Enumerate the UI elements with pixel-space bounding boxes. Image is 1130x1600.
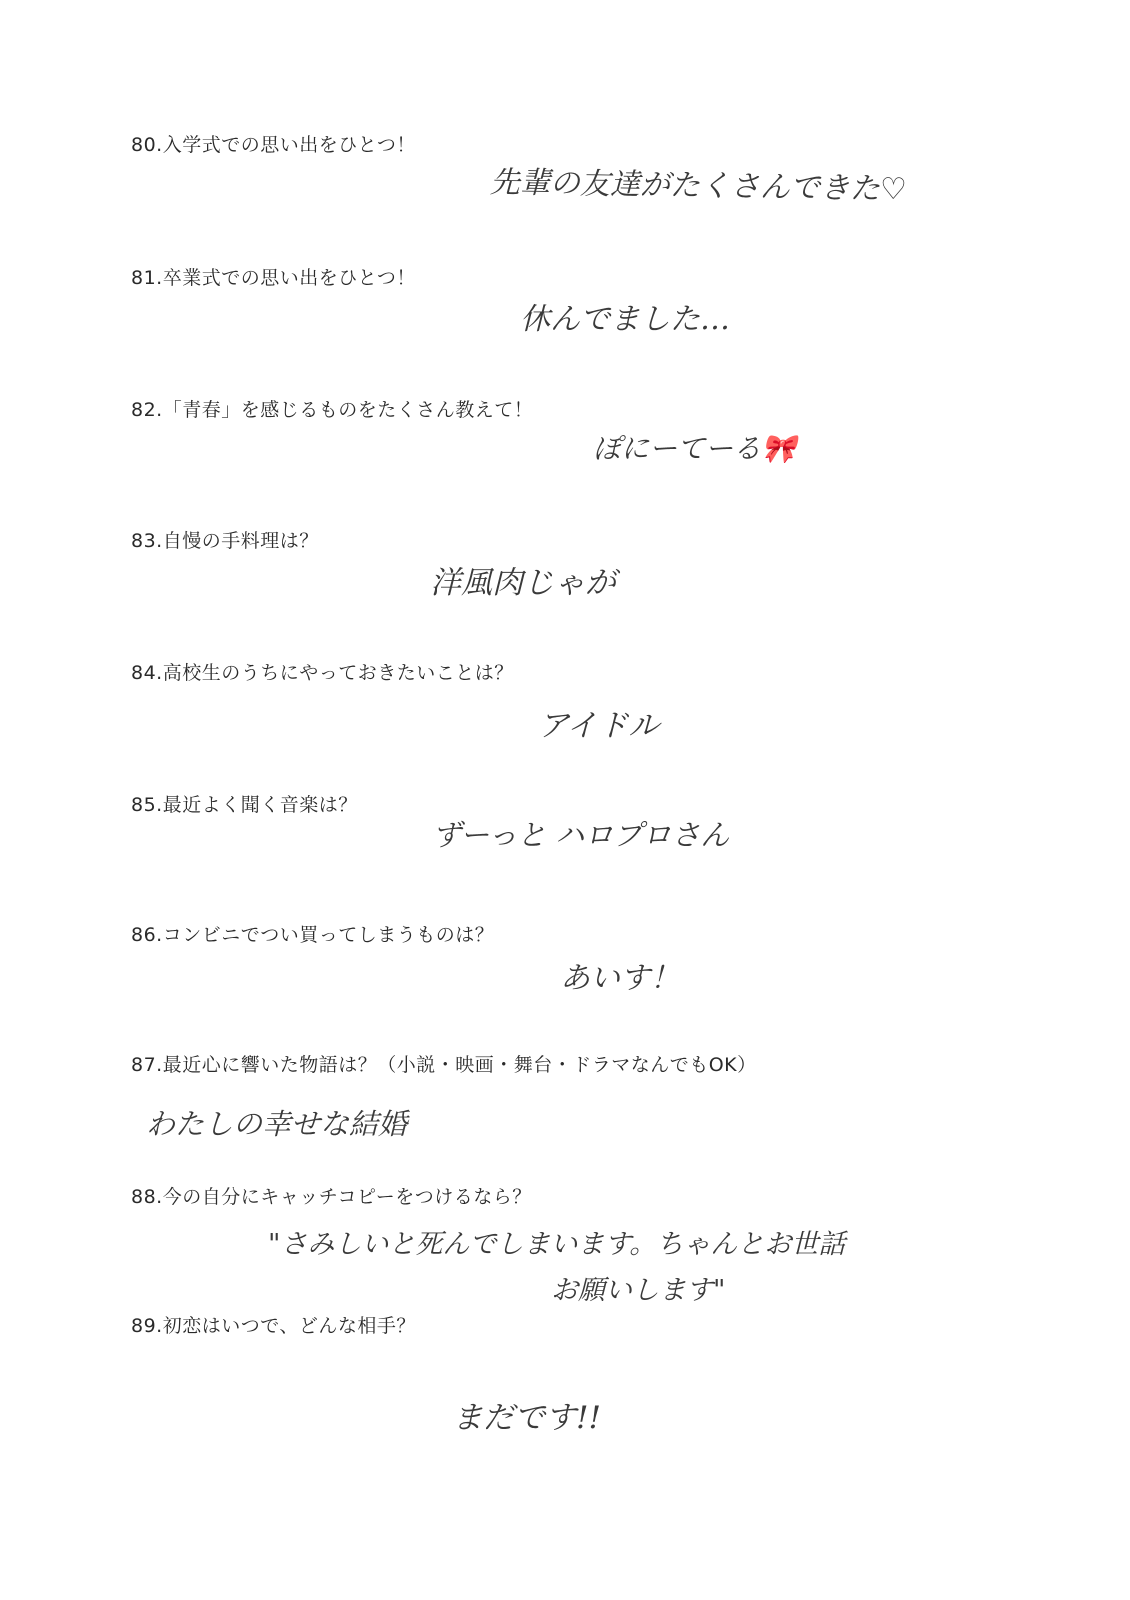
answer-85-line-1: ずーっと ハロプロさん [432, 818, 730, 852]
answer-87 [146, 1102, 407, 1143]
answer-87-line-1: わたしの幸せな結婚 [146, 1107, 408, 1141]
question-84: 84.高校生のうちにやっておきたいことは？ [131, 662, 514, 684]
answer-84-line-1: アイドル [538, 708, 660, 744]
answer-81-line-1: 休んでました… [520, 302, 730, 337]
question-89: 89.初恋はいつで、どんな相手？ [131, 1315, 416, 1337]
answer-85 [432, 813, 729, 854]
question-80: 80.入学式での思い出をひとつ！ [131, 134, 416, 156]
question-87: 87.最近心に響いた物語は？（小説・映画・舞台・ドラマなんでもOK） [131, 1054, 757, 1076]
answer-84 [538, 700, 659, 745]
answer-82-line-1: ぽにーてーる🎀 [593, 432, 796, 465]
answer-83-line-1: 洋風肉じゃが [430, 565, 616, 601]
question-83: 83.自慢の手料理は？ [131, 530, 319, 552]
question-86: 86.コンビニでつい買ってしまうものは？ [131, 924, 495, 946]
answer-83 [430, 557, 616, 602]
answer-88-line-1: "さみしいと死んでしまいます。ちゃんとお世話 [268, 1229, 846, 1260]
answer-80 [490, 157, 908, 208]
question-81: 81.卒業式での思い出をひとつ！ [131, 267, 416, 289]
answer-86-line-1: あいす！ [560, 961, 680, 996]
answer-88-line-2: お願いします" [551, 1275, 726, 1306]
question-82: 82.「青春」を感じるものをたくさん教えて！ [131, 399, 534, 421]
answer-80-line-1: 先輩の友達がたくさんできた♡ [489, 165, 908, 208]
answer-86 [560, 953, 680, 997]
answer-88 [268, 1222, 845, 1314]
answer-89 [452, 1392, 601, 1437]
answer-82 [593, 427, 796, 467]
question-85: 85.最近よく聞く音楽は？ [131, 794, 358, 816]
answer-81 [520, 294, 730, 338]
answer-89-line-1: まだです!! [452, 1400, 601, 1436]
question-88: 88.今の自分にキャッチコピーをつけるなら？ [131, 1186, 532, 1208]
